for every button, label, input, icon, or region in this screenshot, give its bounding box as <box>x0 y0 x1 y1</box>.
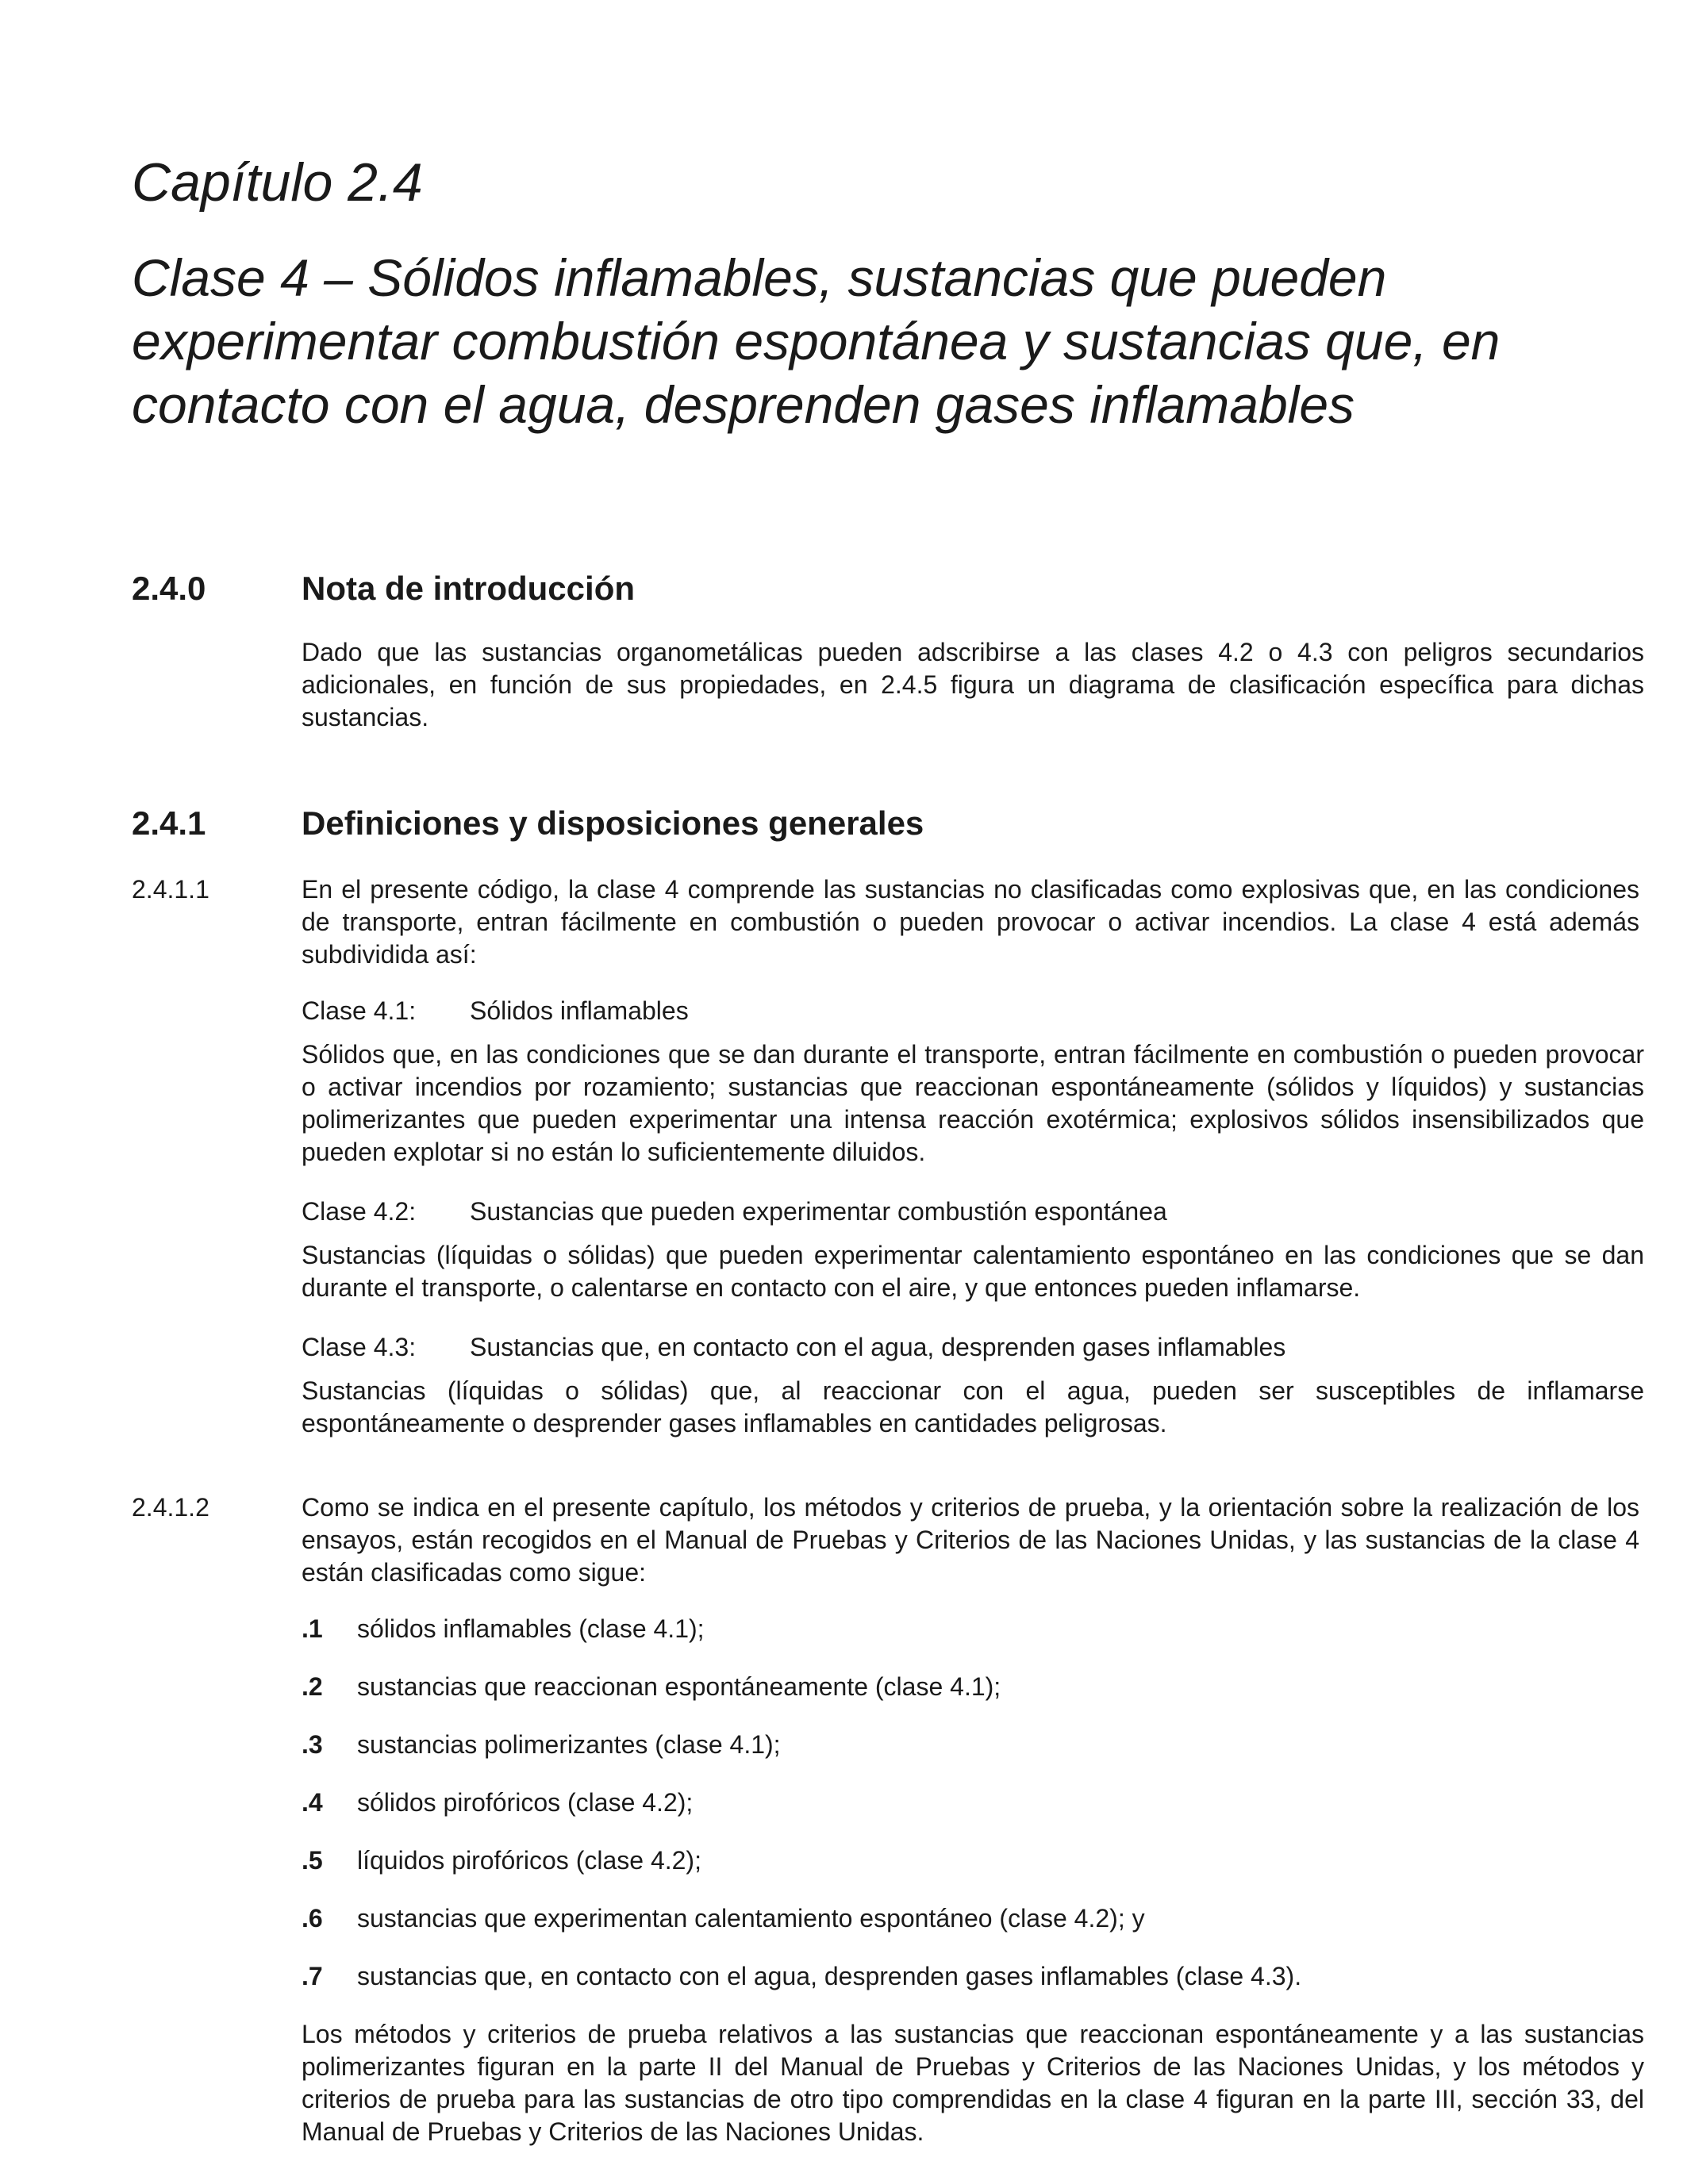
classification-list <box>302 1613 1639 1993</box>
list-item <box>302 1960 1639 1993</box>
paragraph-text: Como se indica en el presente capítulo, los métodos y criterios de prueba, y la orientación sobre la realización de los ensayos, están recogidos en el Manual de Pruebas y Criterios de las Naciones Unidas, y las sustancias de la clase 4 están clasificadas como sigue: <box>302 1493 1639 1587</box>
list-text: sustancias que experimentan calentamiento espontáneo (clase 4.2); y <box>357 1904 1145 1933</box>
paragraph-number: 2.4.1.1 <box>132 875 209 904</box>
paragraph-number: 2.4.1.2 <box>132 1493 209 1522</box>
list-number: .1 <box>302 1614 323 1643</box>
list-text: sustancias que, en contacto con el agua, desprenden gases inflamables (clase 4.3). <box>357 1962 1302 1990</box>
section-2-4-0 <box>132 568 1644 734</box>
intro-paragraph: Dado que las sustancias organometálicas pueden adscribirse a las clases 4.2 o 4.3 con peligros secundarios adicionales, en función de sus propiedades, en 2.4.5 figura un diagrama de clasificación específica para dichas sustancias. <box>302 638 1644 731</box>
list-number: .6 <box>302 1904 323 1933</box>
list-item <box>302 1671 1639 1703</box>
class-name: Sustancias que pueden experimentar combustión espontánea <box>470 1197 1167 1226</box>
chapter-label: Capítulo 2.4 <box>132 152 423 213</box>
class-4-2-description: Sustancias (líquidas o sólidas) que pueden experimentar calentamiento espontáneo en las condiciones que se dan durante el transporte, o calentarse en contacto con el aire, y que entonces pueden inflamarse. <box>302 1241 1644 1302</box>
list-text: sólidos pirofóricos (clase 4.2); <box>357 1788 694 1817</box>
list-item <box>302 1844 1639 1877</box>
paragraph-text: En el presente código, la clase 4 comprende las sustancias no clasificadas como explosivas que, en las condiciones de transporte, entran fácilmente en combustión o pueden provocar o activar incendios. La clase 4 está además subdividida así: <box>302 875 1639 969</box>
list-text: sólidos inflamables (clase 4.1); <box>357 1614 705 1643</box>
class-4-1-description: Sólidos que, en las condiciones que se dan durante el transporte, entran fácilmente en combustión o pueden provocar o activar incendios por rozamiento; sustancias que reaccionan espontáneamente (sólidos y líquidos) y sustancias polimerizantes que pueden experimentar una intensa reacción exotérmica; explosivos sólidos insensibilizados que pueden explotar si no están lo suficientemente diluidos. <box>302 1040 1644 1166</box>
section-heading <box>132 568 1639 609</box>
closing-paragraph: Los métodos y criterios de prueba relativos a las sustancias que reaccionan espontáneamente y a las sustancias polimerizantes figuran en la parte II del Manual de Pruebas y Criterios de las Naciones Unidas, y los métodos y criterios de prueba para las sustancias de otro tipo comprendidas en la clase 4 figuran en la parte III, sección 33, del Manual de Pruebas y Criterios de las Naciones Unidas. <box>302 2020 1644 2146</box>
list-number: .7 <box>302 1962 323 1990</box>
paragraph-2-4-1-2 <box>132 1491 1644 2148</box>
class-id: Clase 4.3: <box>302 1333 417 1361</box>
section-heading <box>132 803 1639 844</box>
list-text: líquidos pirofóricos (clase 4.2); <box>357 1846 701 1875</box>
chapter-title: Clase 4 – Sólidos inflamables, sustancias que pueden experimentar combustión espontánea y sustancias que, en contacto con el agua, desprenden gases inflamables <box>132 248 1501 434</box>
list-item <box>302 1787 1639 1819</box>
section-title: Definiciones y disposiciones generales <box>302 804 924 842</box>
class-4-3-description: Sustancias (líquidas o sólidas) que, al reaccionar con el agua, pueden ser susceptibles de inflamarse espontáneamente o desprender gases inflamables en cantidades peligrosas. <box>302 1376 1644 1437</box>
list-item <box>302 1729 1639 1761</box>
class-4-1-heading <box>302 995 1639 1027</box>
class-id: Clase 4.1: <box>302 996 417 1025</box>
class-4-3-heading <box>302 1331 1639 1364</box>
list-number: .3 <box>302 1730 323 1759</box>
list-text: sustancias que reaccionan espontáneamente (clase 4.1); <box>357 1672 1001 1701</box>
list-number: .4 <box>302 1788 323 1817</box>
section-title: Nota de introducción <box>302 570 635 607</box>
list-number: .2 <box>302 1672 323 1701</box>
paragraph-2-4-1-1 <box>132 873 1644 1440</box>
class-id: Clase 4.2: <box>302 1197 417 1226</box>
section-2-4-1 <box>132 803 1639 844</box>
class-name: Sustancias que, en contacto con el agua, desprenden gases inflamables <box>470 1333 1286 1361</box>
list-item <box>302 1902 1639 1935</box>
list-text: sustancias polimerizantes (clase 4.1); <box>357 1730 781 1759</box>
section-number: 2.4.0 <box>132 570 206 607</box>
list-item <box>302 1613 1639 1645</box>
section-number: 2.4.1 <box>132 804 206 842</box>
list-number: .5 <box>302 1846 323 1875</box>
class-4-2-heading <box>302 1196 1639 1228</box>
class-name: Sólidos inflamables <box>470 996 689 1025</box>
